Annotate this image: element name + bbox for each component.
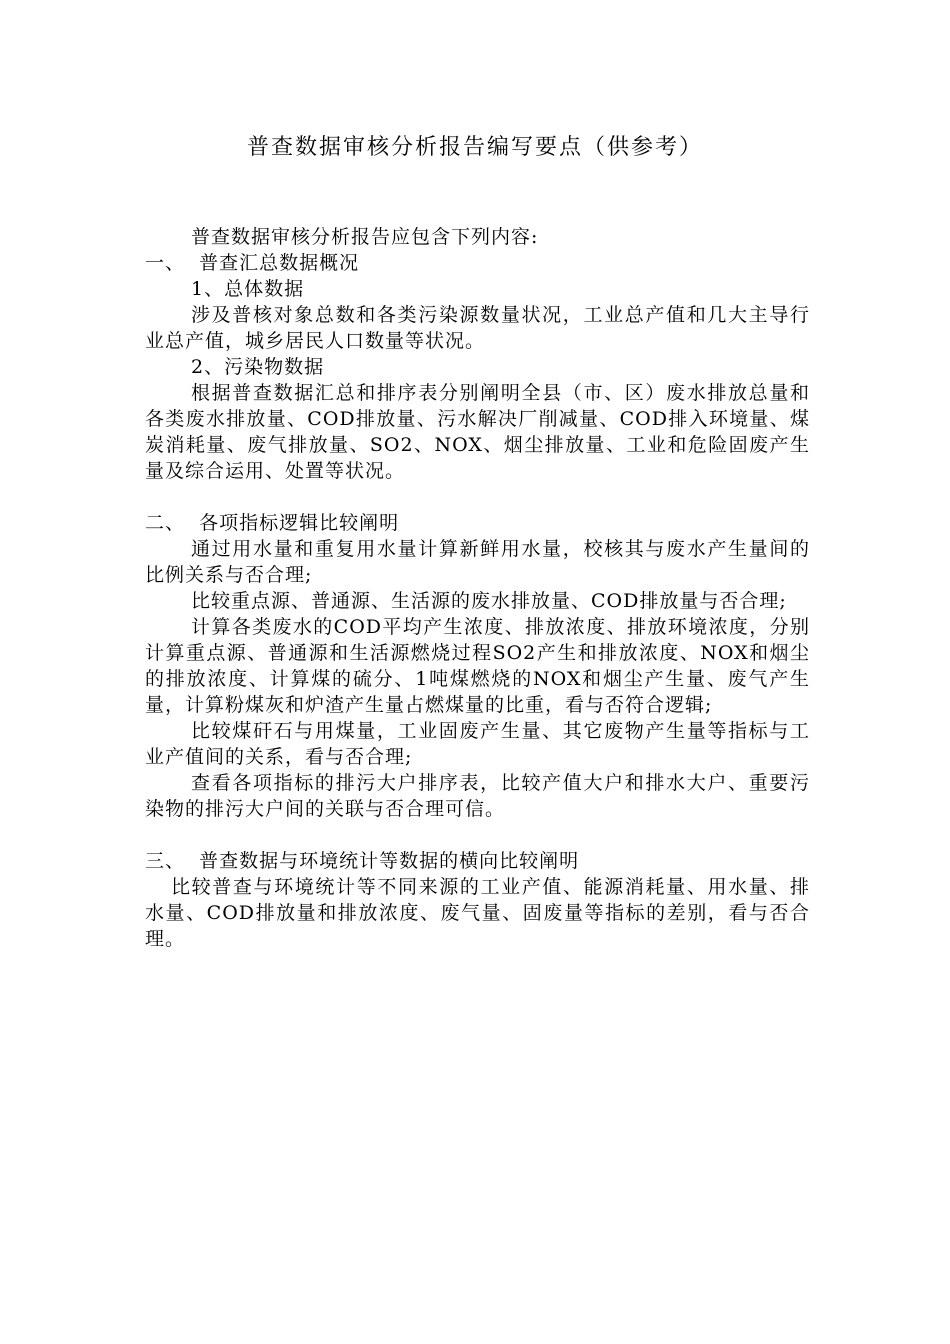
section-1-sub-1-label: 1、总体数据: [191, 278, 305, 300]
section-2-heading: 二、 各项指标逻辑比较阐明: [145, 512, 400, 534]
section-2-paragraph: 比较重点源、普通源、生活源的废水排放量、COD排放量与否合理;: [191, 590, 787, 612]
section-3-heading: 三、 普查数据与环境统计等数据的横向比较阐明: [145, 850, 580, 872]
section-2-paragraph: 计算各类废水的COD平均产生浓度、排放浓度、排放环境浓度，分别计算重点源、普通源和生活源燃烧过程SO2产生和排放浓度、NOX和烟尘的排放浓度、计算煤的硫分、1吨煤燃烧的NOX和烟尘产生量、废气产生量，计算粉煤灰和炉渣产生量占燃煤量的比重，看与否符合逻辑;: [145, 616, 810, 716]
section-2-paragraph: 查看各项指标的排污大户排序表，比较产值大户和排水大户、重要污染物的排污大户间的关联与否合理可信。: [145, 772, 810, 820]
section-spacer: [145, 822, 810, 848]
section-1-sub-1-text: 涉及普核对象总数和各类污染源数量状况，工业总产值和几大主导行业总产值，城乡居民人口数量等状况。: [145, 304, 810, 352]
section-3-paragraph: 比较普查与环境统计等不同来源的工业产值、能源消耗量、用水量、排水量、COD排放量和排放浓度、废气量、固废量等指标的差别，看与否合理。: [145, 876, 810, 950]
intro-paragraph: 普查数据审核分析报告应包含下列内容:: [191, 226, 539, 248]
section-1-sub-2-text: 根据普查数据汇总和排序表分别阐明全县（市、区）废水排放总量和各类废水排放量、COD排放量、污水解决厂削减量、COD排入环境量、煤炭消耗量、废气排放量、SO2、NOX、烟尘排放量、工业和危险固废产生量及综合运用、处置等状况。: [145, 382, 810, 482]
document-body: [145, 224, 810, 952]
section-1-sub-2-label: 2、污染物数据: [191, 356, 325, 378]
section-2-paragraph: 通过用水量和重复用水量计算新鲜用水量，校核其与废水产生量间的比例关系与否合理;: [145, 538, 810, 586]
document-title: 普查数据审核分析报告编写要点（供参考）: [246, 135, 703, 160]
section-spacer: [145, 484, 810, 510]
section-2-paragraph: 比较煤矸石与用煤量，工业固废产生量、其它废物产生量等指标与工业产值间的关系，看与否合理;: [145, 720, 810, 768]
section-1-heading: 一、 普查汇总数据概况: [145, 252, 360, 274]
